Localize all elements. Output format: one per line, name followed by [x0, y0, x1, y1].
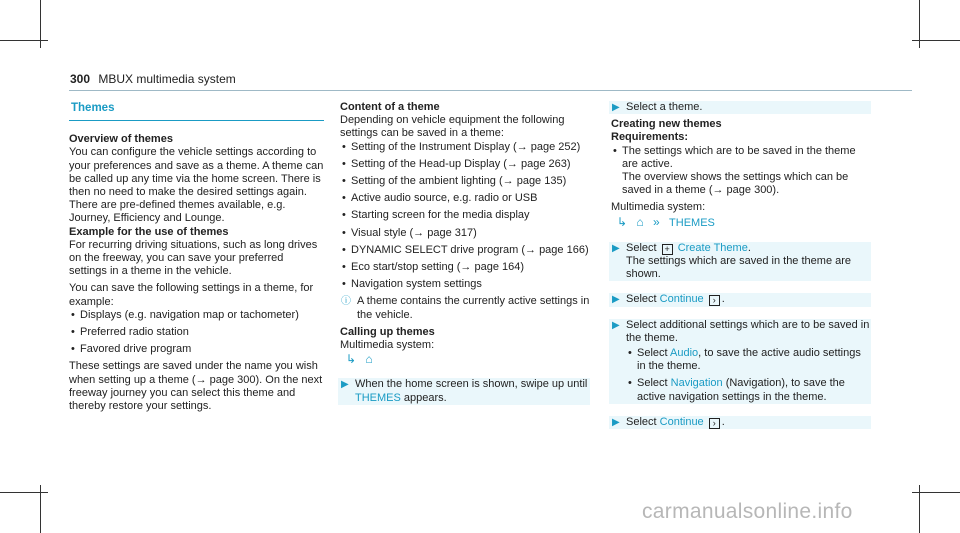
audio-link: Audio — [670, 347, 699, 360]
crop-mark — [912, 40, 960, 41]
navigation-link: Navigation — [670, 377, 723, 390]
column-middle — [340, 101, 590, 405]
settings-list — [69, 309, 324, 357]
overview-text: You can configure the vehicle settings according to your preferences and save as a theme. A theme can be called up any time via the home screen. There is then no need to make the desired settings again. — [69, 146, 324, 199]
list-item — [626, 347, 871, 373]
list-item: • Visual style (→ page 317) — [340, 227, 590, 240]
sub-list — [626, 347, 871, 404]
info-note — [340, 295, 590, 321]
step-arrow-icon: ▶ — [612, 416, 620, 428]
list-item: • Eco start/stop setting (→ page 164) — [340, 261, 590, 274]
page-header — [70, 72, 236, 86]
info-icon: ⓘ — [341, 296, 351, 308]
step-arrow-icon: ▶ — [612, 242, 620, 254]
step-detail: The settings which are saved in the theme are shown. — [626, 255, 852, 281]
step-text: Select — [626, 241, 657, 254]
create-theme-link: Create Theme — [677, 241, 748, 254]
chevron-right-icon: › — [709, 295, 720, 306]
chevron-right-icon: » — [653, 214, 660, 229]
section-title: Themes — [71, 102, 115, 114]
step-text: When the home screen is shown, swipe up until — [355, 378, 588, 391]
step-arrow-icon: ▶ — [612, 102, 620, 113]
calling-heading: Calling up themes — [340, 325, 435, 338]
header-rule — [69, 90, 912, 91]
note-text: A theme contains the currently active settings in the vehicle. — [357, 295, 590, 321]
requirements-list — [611, 145, 871, 198]
page-number: 300 — [70, 72, 91, 86]
nav-path — [617, 216, 871, 230]
sub-text: , to save the active audio settings in the theme. — [637, 347, 861, 373]
step: ▶ Select Continue › . — [609, 293, 871, 306]
step: ▶ Select Continue › . — [609, 416, 871, 429]
step-text: Select — [626, 415, 657, 428]
list-item: • Setting of the Instrument Display (→ page 252) — [340, 141, 590, 154]
nav-arrow-icon: ↳ — [617, 214, 628, 229]
list-item: • Starting screen for the media display — [340, 209, 590, 222]
crop-mark — [0, 40, 48, 41]
example-heading: Example for the use of themes — [69, 225, 229, 238]
content-list — [340, 141, 590, 292]
list-item: • Navigation system settings — [340, 278, 590, 291]
header-title: MBUX multimedia system — [98, 72, 236, 86]
requirement-subtext: The overview shows the settings which can be saved in a theme (→ page 300). — [622, 171, 849, 197]
creating-heading: Creating new themes — [611, 118, 722, 131]
step: ▶ Select + Create Theme. The settings which are saved in the theme are shown. — [609, 242, 871, 282]
plus-icon: + — [662, 244, 673, 255]
step-suffix: appears. — [403, 391, 447, 404]
requirements-heading: Requirements: — [611, 131, 689, 144]
list-item: • Setting of the Head-up Display (→ page 263) — [340, 158, 590, 171]
step-arrow-icon: ▶ — [341, 379, 349, 391]
list-item: • Favored drive program — [69, 343, 324, 356]
themes-link: THEMES — [355, 391, 401, 404]
home-icon: ⌂ — [365, 352, 373, 367]
multimedia-label: Multimedia system: — [340, 339, 435, 352]
sub-text: Select — [637, 347, 668, 360]
content-text: Depending on vehicle equipment the following settings can be saved in a theme: — [340, 114, 565, 140]
following-text: You can save the following settings in a theme, for example: — [69, 282, 314, 308]
nav-arrow-icon: ↳ — [346, 352, 357, 367]
step-arrow-icon: ▶ — [612, 294, 620, 306]
column-right — [611, 101, 871, 429]
step-text: Select — [626, 293, 657, 306]
step-text: Select a theme. — [626, 101, 703, 113]
requirement-text: The settings which are to be saved in the theme are active. — [622, 144, 856, 170]
list-item: • Active audio source, e.g. radio or USB — [340, 192, 590, 205]
list-item: • DYNAMIC SELECT drive program (→ page 166) — [340, 244, 590, 257]
list-item — [611, 145, 871, 198]
example-text: For recurring driving situations, such as long drives on the freeway, you can save your preferred settings in a theme in the vehicle. — [69, 238, 318, 278]
step — [338, 378, 590, 404]
step-arrow-icon: ▶ — [612, 319, 620, 331]
nav-path — [346, 353, 590, 366]
step — [609, 101, 871, 114]
nav-themes: THEMES — [669, 216, 715, 229]
predefined-text: There are pre-defined themes available, e.g. Journey, Efficiency and Lounge. — [69, 199, 286, 225]
list-item: • Displays (e.g. navigation map or tachometer) — [69, 309, 324, 322]
overview-heading: Overview of themes — [69, 133, 173, 146]
crop-mark — [912, 492, 960, 493]
closing-text: These settings are saved under the name you wish when setting up a theme (→ page 300). On the next freeway journey you can select this theme and thereby restore your settings. — [69, 360, 323, 413]
continue-link: Continue — [659, 293, 704, 306]
list-item — [626, 377, 871, 403]
sub-text: (Navigation), to save the active navigation settings in the theme. — [637, 377, 845, 403]
list-item: • Setting of the ambient lighting (→ page 135) — [340, 175, 590, 188]
multimedia-label: Multimedia system: — [611, 201, 706, 214]
crop-mark — [0, 492, 48, 493]
watermark: carmanualsonline.info — [642, 500, 853, 523]
continue-link: Continue — [659, 415, 704, 428]
sub-text: Select — [637, 377, 668, 390]
home-icon: ⌂ — [636, 214, 644, 229]
chevron-right-icon: › — [709, 418, 720, 429]
step — [609, 319, 871, 404]
step-text: Select additional settings which are to be saved in the theme. — [626, 318, 870, 344]
section-title-rule — [69, 120, 324, 121]
list-item: • Preferred radio station — [69, 326, 324, 339]
content-heading: Content of a theme — [340, 101, 440, 113]
column-left — [69, 101, 324, 413]
